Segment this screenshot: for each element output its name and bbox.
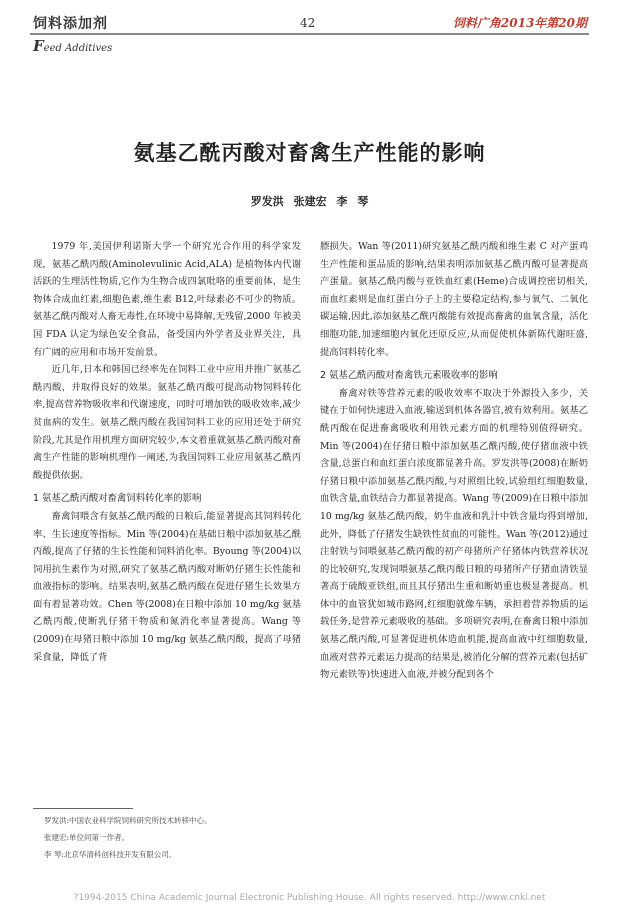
paragraph: 畜禽对铁等营养元素的吸收效率不取决于外源投入多少，关键在于如何快速进入血液,输送到机体各器官,被有效利用。氨基乙酰丙酸在促进畜禽吸收利用铁元素方面的机理特别值得研究。Min 等(2004)在仔猪日粮中添加氨基乙酰丙酸,使仔猪血液中铁含量,总蛋白和血红蛋白浓度都显著升高。罗发洪等(2008)在断奶仔猪日粮中添加氨基乙酰丙酸,与对照组比较,试验组红细胞数量,血铁含量,血铁结合力都显著提高。Wang 等(2009)在日粮中添加 10 mg/kg 氨基乙酰丙酸，奶牛血液和乳汁中铁含量均得到增加,此外，降低了仔猪发生缺铁性贫血的可能性。Wan 等(2012)通过注射铁与饲喂氨基乙酰丙酸的初产母猪所产仔猪体内铁营养状况的比较研究,发现饲喂氨基乙酰丙酸日粮的母猪所产仔猪血清铁显著高于硫酸亚铁组,而且其仔猪出生重和断奶重也极显著提高。机体中的血管犹如城市路网,红细胞就像车辆，承担着营养物质的运载任务,是营养元素吸收的基础。多项研究表明,在畜禽日粮中添加氨基乙酰丙酸,可显著促进机体造血机能,提高血液中红细胞数量,血液对营养元素运力提高的结果是,被消化分解的营养元素(包括矿物元素铁等)快速进入血液,并被分配到各个: [320, 387, 588, 681]
footnote-author-3: 李 琴:北京华清科创科技开发有限公司。: [44, 850, 177, 859]
section-heading: 2 氨基乙酰丙酸对畜禽铁元素吸收率的影响: [320, 370, 498, 382]
section-heading: 1 氨基乙酰丙酸对畜禽饲料转化率的影响: [33, 493, 202, 505]
paragraph: 近几年,日本和韩国已经率先在饲料工业中应用并推广氨基乙酰丙酸，并取得良好的效果。氨基乙酰丙酸可提高动物饲料转化率,提高营养物吸收率和代谢速度，同时可增加铁的吸收效率,减少贫血病的发生。氨基乙酰丙酸在我国饲料工业的应用还处于研究阶段,尤其是作用机理方面研究较少,本文着重就氨基乙酰丙酸对畜禽生产性能的影响机理作一阐述,为我国饲料工业应用氨基乙酰丙酸提供依据。: [33, 364, 301, 481]
left-column: [33, 238, 301, 666]
footnote-rule: [33, 808, 133, 809]
right-column: [320, 238, 588, 684]
footnote-author-1: 罗发洪:中国农业科学院饲料研究所技术转移中心。: [44, 816, 212, 825]
journal-name-en: [33, 37, 112, 55]
article-title: 氨基乙酰丙酸对畜禽生产性能的影响: [133, 141, 486, 165]
journal-name: 饲料添加剂: [33, 16, 108, 32]
footnote-author-2: 张建宏:单位同第一作者。: [44, 833, 130, 842]
page-number: 42: [300, 16, 316, 30]
copyright-footer: ?1994-2015 China Academic Journal Electronic Publishing House. All rights reserved. http://www.cnki.net: [73, 893, 546, 903]
paragraph: 畜禽饲喂含有氨基乙酰丙酸的日粮后,能显著提高其饲料转化率、生长速度等指标。Min 等(2004)在基础日粮中添加氨基乙酰丙酸,提高了仔猪的生长性能和饲料消化率。Byoung 等(2004)以饲用抗生素作为对照,研究了氨基乙酰丙酸对断奶仔猪生长性能和血液指标的影响。结果表明,氨基乙酰丙酸在促进仔猪生长效果方面有着显著功效。Chen 等(2008)在日粮中添加 10 mg/kg 氨基乙酰丙酸,使断乳仔猪干物质和氮消化率显著提高。Wang 等(2009)在母猪日粮中添加 10 mg/kg 氨基乙酰丙酸，提高了母猪采食量，降低了背: [33, 510, 301, 663]
journal-name-en-initial: F: [33, 37, 44, 55]
paragraph: 1979 年,美国伊利诺斯大学一个研究光合作用的科学家发现，氨基乙酰丙酸(Aminolevulinic Acid,ALA) 是植物体内代谢活跃的生理活性物质,它作为生物合成四氯吡咯的重要前体，是生物体合成血红素,细胞色素,维生素 B12,叶绿素必不可少的物质。氨基乙酰丙酸对人畜无毒性,在环境中易降解,无残留,2000 年被美国 FDA 认定为绿色安全食品，备受国内外学者及业界关注，具有广阔的应用和市场开发前景。: [33, 241, 301, 358]
paragraph: 膘损失。Wan 等(2011)研究氨基乙酰丙酸和维生素 C 对产蛋鸡生产性能和蛋品质的影响,结果表明添加氨基乙酰丙酸可显著提高产蛋量。氨基乙酰丙酸与亚铁血红素(Heme)合成调控密切相关,而血红素则是血红蛋白分子上的主要稳定结构,参与氧气、二氧化碳运输,因此,添加氨基乙酰丙酸能有效提高畜禽的血氧含量，活化细胞功能,加速细胞内氧化还原反应,从而促使机体新陈代谢旺盛,提高饲料转化率。: [320, 241, 588, 358]
issue-label: 饲料广角2013年第20期: [452, 16, 587, 30]
article-authors: 罗发洪 张建宏 李 琴: [250, 195, 369, 208]
journal-name-en-rest: eed Additives: [43, 43, 113, 54]
header-rule: [30, 33, 589, 35]
